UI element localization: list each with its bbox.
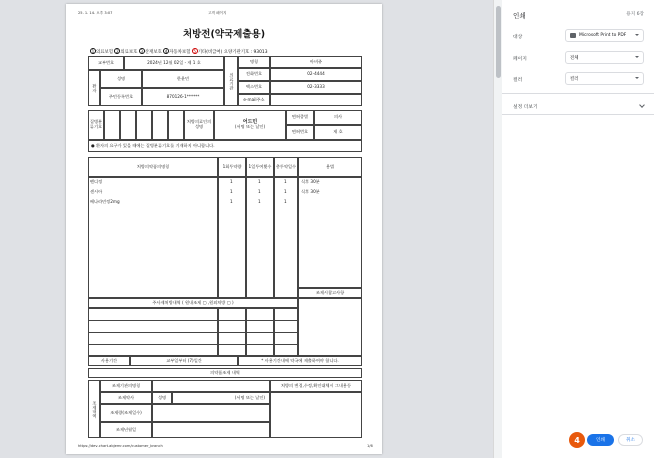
drug-name-3: 베나라민정2mg	[90, 199, 120, 204]
chevron-down-icon	[635, 77, 639, 79]
col-drug: 처방의약품의명칭	[88, 157, 218, 177]
chevron-down-icon[interactable]	[639, 102, 645, 108]
pharmacist-label: 조제약사	[100, 392, 152, 404]
drug-usage-1: 식후 30분	[301, 179, 320, 184]
col-dose: 1회투약량	[218, 157, 246, 177]
page-count: 용지 6장	[626, 12, 644, 17]
period-note: * 사용기간내에 약국에 제출하여야 합니다.	[238, 356, 362, 366]
period-label: 사용기간	[88, 356, 130, 366]
phone-label: 전화번호	[238, 68, 270, 81]
dispense-section-label: 조제내역	[88, 380, 100, 438]
dispense-details-title: 의약품조제 내역	[88, 368, 362, 378]
inst-name-value: 아비쥬	[270, 56, 362, 68]
drug-dose-1: 1	[230, 179, 233, 184]
pages-select[interactable]: 전체	[565, 51, 644, 64]
print-page-number: 1/6	[367, 444, 373, 448]
issue-no-value: 2024년 12월 02일 - 제 1 호	[124, 56, 224, 70]
dispense-ref-label: 조제시참고사항	[298, 288, 362, 298]
print-url: https://dev-chart.abjemr.com/customer_branch	[78, 444, 163, 448]
cancel-button[interactable]: 취소	[618, 434, 643, 446]
notice-text: ● 환자의 요구가 있을 때에는 질병분류기호를 기재하지 아니합니다.	[88, 140, 362, 152]
printer-icon	[570, 33, 576, 38]
color-label: 컬러	[513, 78, 523, 83]
drug-dose-3: 1	[230, 199, 233, 204]
dispense-inst-label: 조제기관의명칭	[100, 380, 152, 392]
insurance-type-row: 1 의료보험 2 의료보호 3 산재보호 4 자동차보험 5 기타(비급여) 요양기관기호 : 93013	[91, 49, 268, 55]
name-value: 한윤민	[142, 70, 224, 88]
drug-daily-1: 1	[258, 179, 261, 184]
patient-label: 환자	[88, 70, 100, 106]
license-no-value: 제 호	[314, 125, 362, 140]
step-badge: 4	[569, 432, 585, 448]
drug-daily-3: 1	[258, 199, 261, 204]
more-settings-toggle[interactable]: 설정 더보기	[513, 105, 538, 110]
drug-days-2: 1	[284, 189, 287, 194]
email-value	[270, 94, 362, 106]
license-no-label: 면허번호	[286, 125, 314, 140]
injection-label: 주사제처방내역 ( 원내조제 ▢ ,원외처방 ▢ )	[88, 298, 298, 308]
doctor-signature-note: (서명 또는 날인)	[234, 124, 266, 130]
preview-page	[66, 4, 382, 454]
destination-select[interactable]: Microsoft Print to PDF	[565, 29, 644, 42]
divider	[502, 93, 654, 94]
color-select[interactable]: 컬러	[565, 72, 644, 85]
pharmacist-name-label: 성명	[152, 392, 172, 404]
prescription-table	[88, 56, 362, 441]
drug-days-1: 1	[284, 179, 287, 184]
drug-daily-2: 1	[258, 189, 261, 194]
disease-code-label: 질병분류기호	[88, 110, 104, 140]
pharmacist-sign: (서명 또는 날인)	[172, 392, 270, 404]
col-daily: 1일투여횟수	[246, 157, 274, 177]
change-note: 처방의 변경,수정,확인대체시 그내용등	[270, 380, 362, 392]
drug-dose-2: 1	[230, 189, 233, 194]
name-label: 성명	[100, 70, 142, 88]
scrollbar-thumb[interactable]	[496, 6, 501, 78]
doctor-cell	[214, 110, 286, 140]
prescription-title: 처방전(약국제출용)	[182, 29, 266, 40]
drug-name-2: 센시아	[90, 189, 103, 194]
doctor-label: 처방의료인의성명	[184, 110, 214, 140]
drug-name-1: 펜디정	[90, 179, 103, 184]
print-dialog-title: 인쇄	[513, 12, 526, 20]
preview-scrollbar[interactable]	[493, 0, 502, 458]
period-value: 교부일부터 (7)일간	[130, 356, 238, 366]
drug-usage-2: 식후 30분	[301, 189, 320, 194]
issue-no-label: 교부번호	[88, 56, 124, 70]
pages-label: 페이지	[513, 57, 527, 62]
chevron-down-icon	[635, 56, 639, 58]
drug-days-3: 1	[284, 199, 287, 204]
institution-code: 요양기관기호 : 93013	[223, 50, 268, 55]
print-datetime: 25. 1. 14. 오후 3:07	[78, 11, 113, 15]
license-type-value: 의사	[314, 110, 362, 125]
print-page-title: 고객 페이지	[208, 11, 227, 15]
col-days: 총투약일수	[274, 157, 298, 177]
doctor-name: 어드민	[242, 118, 258, 125]
phone-value: 02-4444	[270, 68, 362, 81]
destination-label: 대상	[513, 35, 523, 40]
rrn-label: 주민등록번호	[100, 88, 142, 106]
col-usage: 용법	[298, 157, 362, 177]
license-type-label: 면허종별	[286, 110, 314, 125]
print-settings-sidebar	[502, 0, 654, 458]
print-button[interactable]: 인쇄	[587, 434, 614, 446]
institution-label: 의료기관	[224, 56, 238, 106]
divider	[502, 114, 654, 115]
dispense-qty-label: 조제량(조제일수)	[100, 404, 152, 422]
chevron-down-icon	[635, 34, 639, 36]
dispense-date-label: 조제년월일	[100, 422, 152, 438]
inst-name-label: 명칭	[238, 56, 270, 68]
fax-value: 02-3333	[270, 81, 362, 94]
rrn-value: 870126-1******	[142, 88, 224, 106]
fax-label: 팩스번호	[238, 81, 270, 94]
email-label: e-mail주소	[238, 94, 270, 106]
